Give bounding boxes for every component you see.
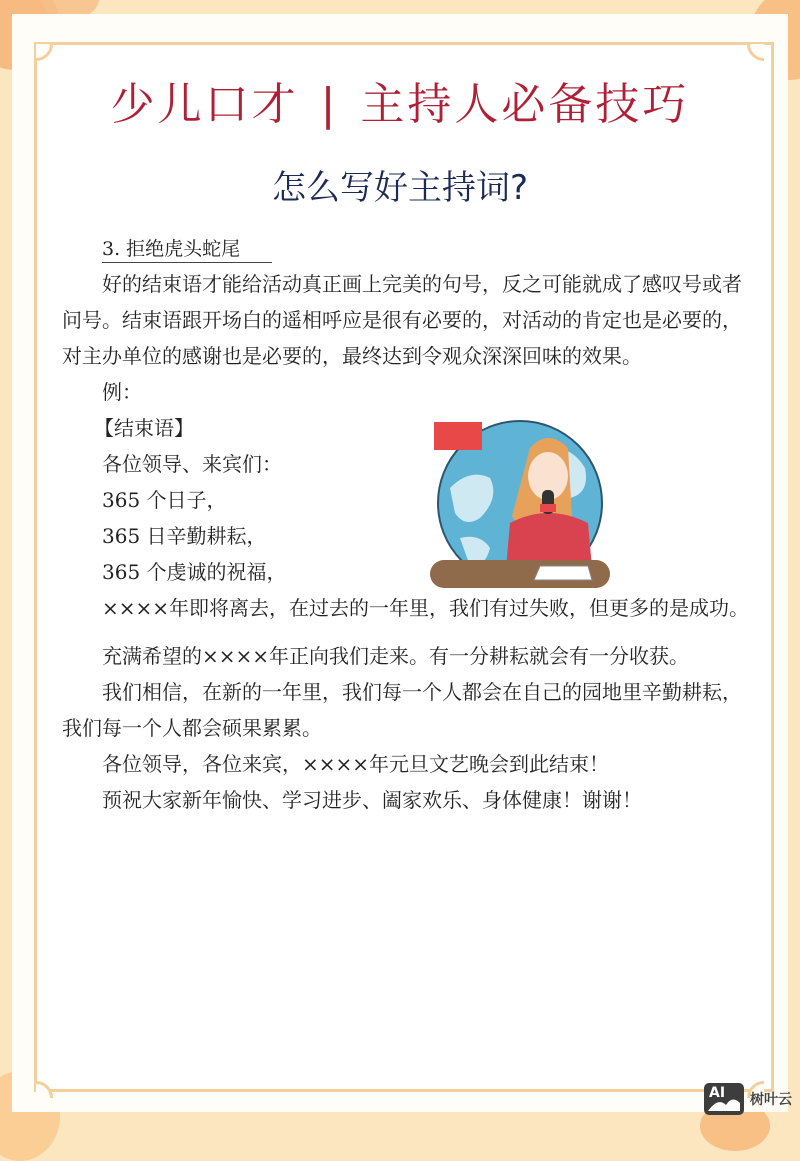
closing-label: 【结束语】 (94, 416, 194, 440)
closing-paragraph: 预祝大家新年愉快、学习进步、阖家欢乐、身体健康！谢谢！ (102, 788, 642, 812)
closing-line: 365 个日子， (102, 488, 227, 512)
watermark-logo-text: AI (709, 1085, 726, 1101)
watermark (704, 1083, 792, 1115)
intro-paragraph: 好的结束语才能给活动真正画上完美的句号，反之可能就成了感叹号或者问号。结束语跟开场白的遥相呼应是很有必要的，对活动的肯定也是必要的，对主办单位的感谢也是必要的，最终达到令观众深深回味的效果。 (62, 272, 742, 368)
example-label: 例： (102, 380, 142, 404)
page-title (0, 68, 800, 132)
title-separator: | (320, 79, 339, 130)
closing-paragraph: 各位领导，各位来宾，××××年元旦文艺晚会到此结束！ (102, 752, 610, 776)
closing-line: 365 个虔诚的祝福， (102, 560, 287, 584)
closing-paragraph: 我们相信，在新的一年里，我们每一个人都会在自己的园地里辛勤耕耘，我们每一个人都会硕果累累。 (62, 680, 742, 740)
closing-line: 各位领导、来宾们： (102, 452, 282, 476)
news-anchor-illustration-icon (420, 408, 620, 598)
section-heading: 3. 拒绝虎头蛇尾 (102, 236, 272, 263)
document-body (62, 266, 752, 818)
watermark-label: 树叶云 (750, 1092, 792, 1108)
ai-image-logo-icon (704, 1083, 744, 1115)
closing-paragraph: 充满希望的××××年正向我们走来。有一分耕耘就会有一分收获。 (102, 644, 690, 668)
closing-line: 365 日辛勤耕耘， (102, 524, 267, 548)
page-subtitle: 怎么写好主持词? (271, 168, 529, 208)
title-right: 主持人必备技巧 (360, 79, 690, 130)
closing-paragraph: ××××年即将离去，在过去的一年里，我们有过失败，但更多的是成功。 (102, 596, 750, 620)
title-left: 少儿口才 (110, 79, 299, 130)
